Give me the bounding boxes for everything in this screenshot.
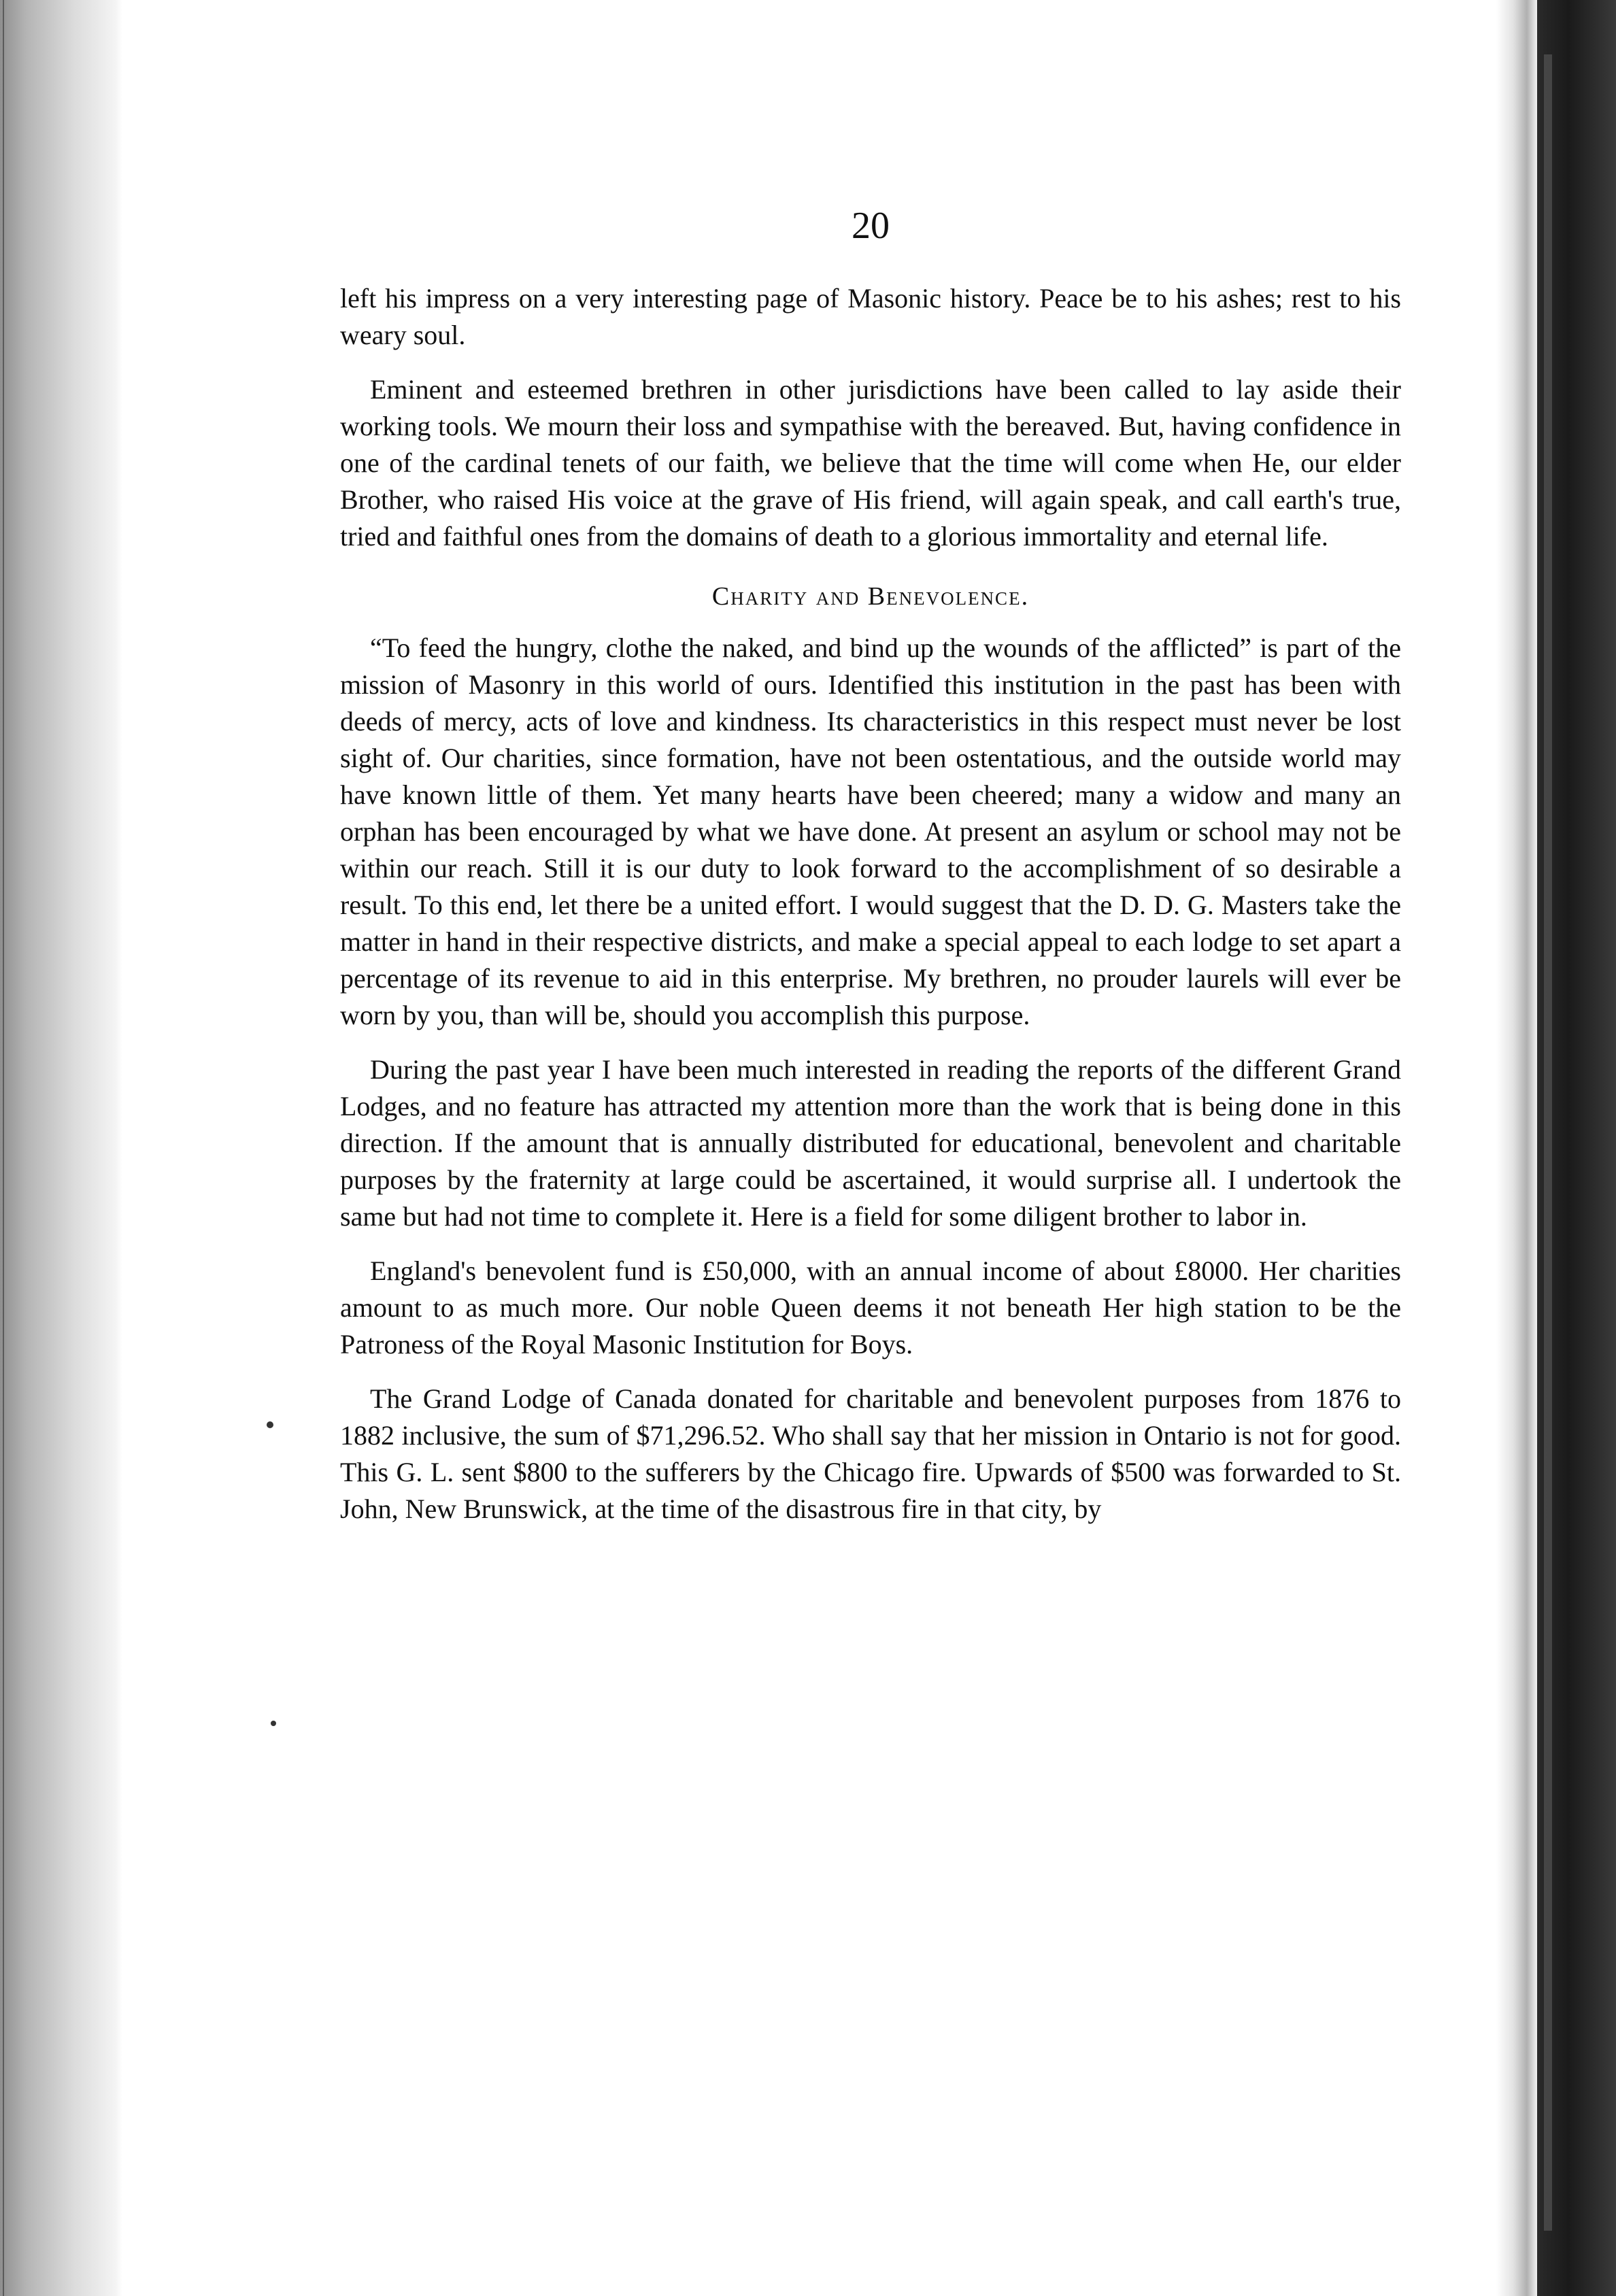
document-page [340,204,1401,1545]
paragraph-charity-mission: “To feed the hungry, clothe the naked, and bind up the wounds of the afflicted” is part of the mission of Masonry in this world of ours. Identified this institution in the past has been with deeds of mercy, acts of love and kindness. Its characteristics in this respect must never be lost sight of. Our charities, since formation, have not been ostentatious, and the outside world may have known little of them. Yet many hearts have been cheered; many a widow and many an orphan has been encouraged by what we have done. At present an asylum or school may not be within our reach. Still it is our duty to look forward to the accomplishment of so desirable a result. To this end, let there be a united effort. I would suggest that the D. D. G. Masters take the matter in hand in their respective districts, and make a special appeal to each lodge to set apart a percentage of its revenue to aid in this enterprise. My brethren, no prouder laurels will ever be worn by you, than will be, should you accomplish this purpose. [340,632,1401,1030]
paragraph-continuation: left his impress on a very interesting page of Masonic history. Peace be to his ashes; rest to his weary soul. [340,283,1401,350]
page-edge [1496,0,1537,2296]
ink-speck [271,1721,276,1726]
paragraph-grand-lodges-reports: During the past year I have been much interested in reading the reports of the different Grand Lodges, and no feature has attracted my attention more than the work that is being done in this direction. If the amount that is annually distributed for educational, benevolent and charitable purposes by the fraternity at large could be ascertained, it would surprise all. I undertook the same but had not time to complete it. Here is a field for some diligent brother to labor in. [340,1054,1401,1232]
paragraph-grand-lodge-canada: The Grand Lodge of Canada donated for charitable and benevolent purposes from 1876 to 1882 inclusive, the sum of $71,296.52. Who shall say that her mission in Ontario is not for good. This G. L. sent $800 to the sufferers by the Chicago fire. Upwards of $500 was forwarded to St. John, New Brunswick, at the time of the disastrous fire in that city, by [340,1383,1401,1524]
paragraph-eminent-brethren: Eminent and esteemed brethren in other jurisdictions have been called to lay aside their working tools. We mourn their loss and sympathise with the bereaved. But, having confidence in one of the cardinal tenets of our faith, we believe that the time will come when He, our elder Brother, who raised His voice at the grave of His friend, will again speak, and call earth's true, tried and faithful ones from the domains of death to a glorious immortality and eternal life. [340,374,1401,552]
paragraph-england-fund: England's benevolent fund is £50,000, with an annual income of about £8000. Her charities amount to as much more. Our noble Queen deems it not beneath Her high station to be the Patroness of the Royal Masonic Institution for Boys. [340,1255,1401,1360]
ink-speck [267,1421,273,1428]
section-heading: Charity and Benevolence. [711,582,1030,611]
page-number: 20 [852,205,890,247]
book-binding-shadow [0,0,122,2296]
scan-background [1537,0,1616,2296]
